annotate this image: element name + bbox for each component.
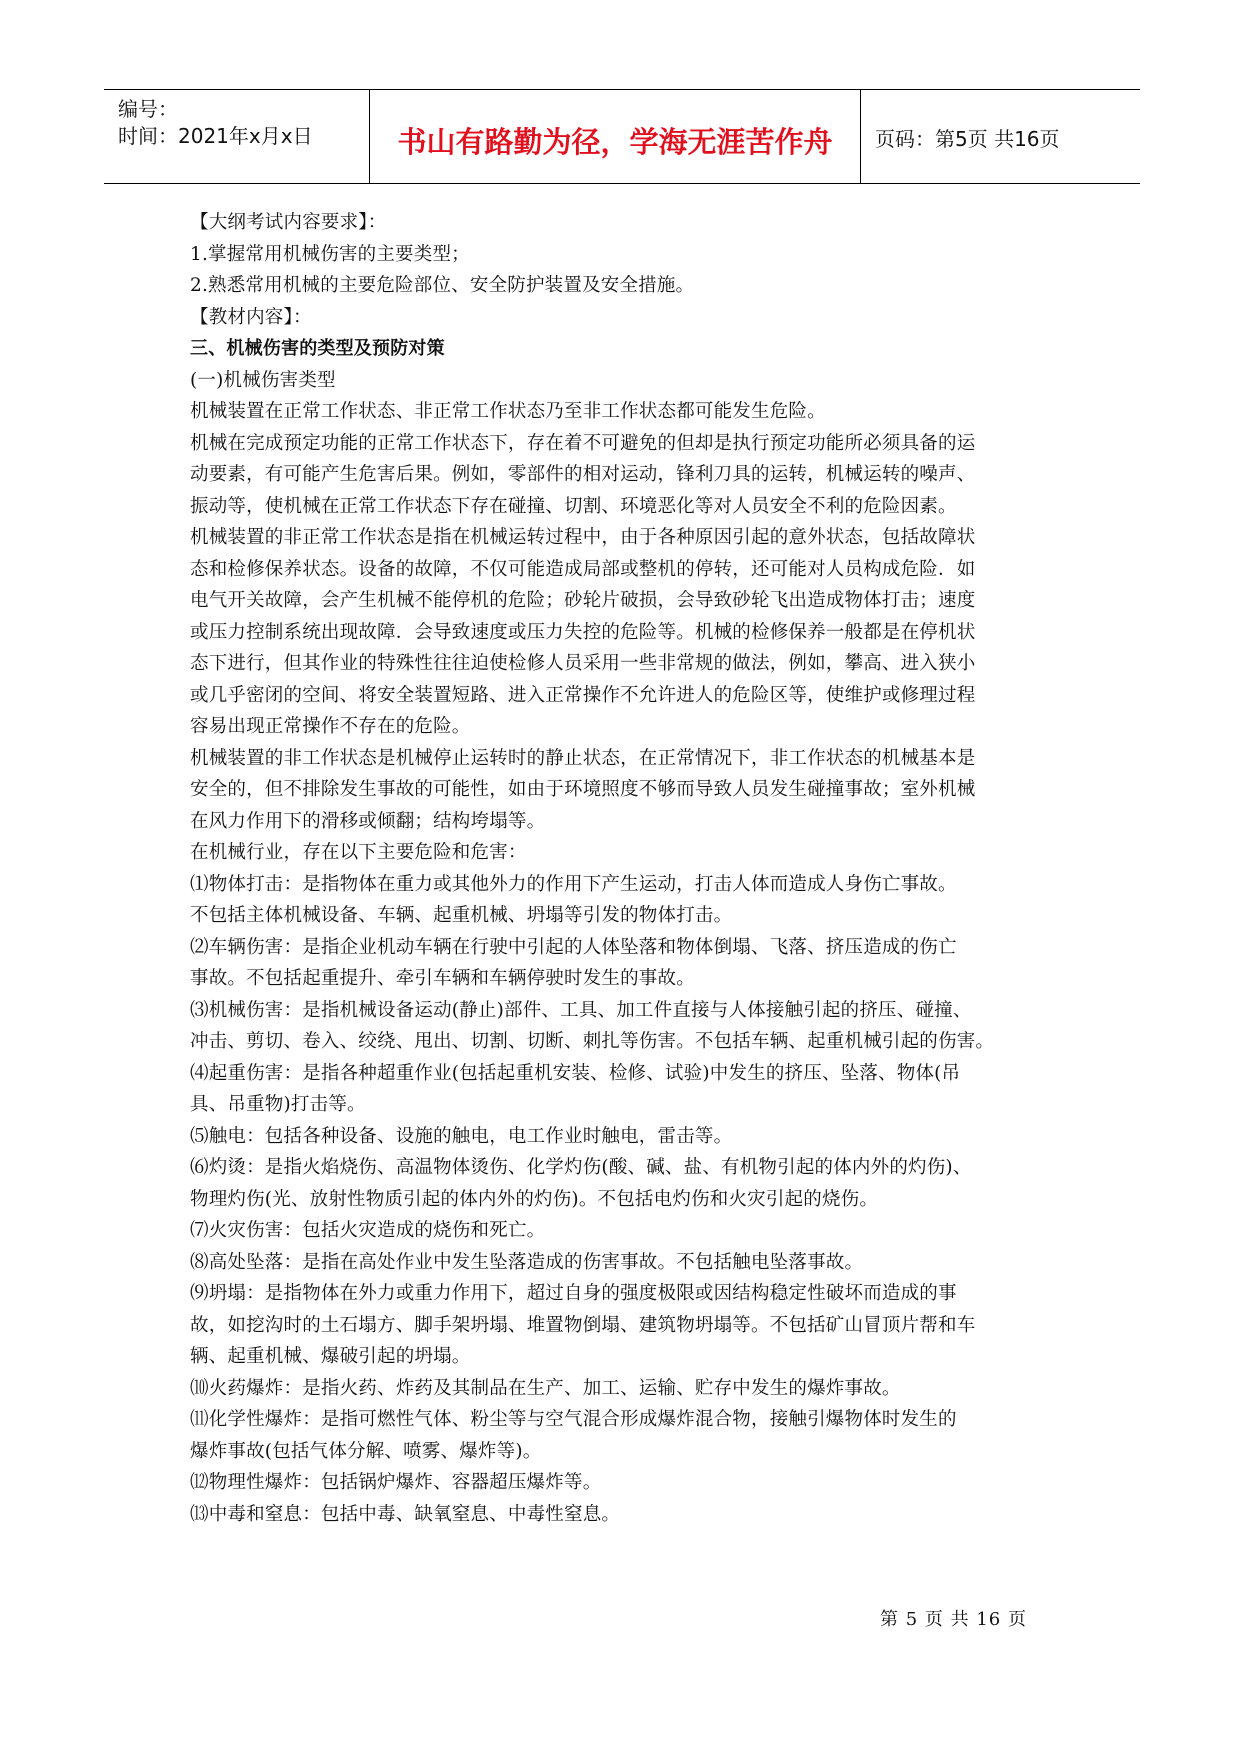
body-text-line: ⑽火药爆炸：是指火药、炸药及其制品在生产、加工、运输、贮存中发生的爆炸事故。 (190, 1377, 901, 1399)
body-text-line: 态下进行，但其作业的特殊性往往迫使检修人员采用一些非常规的做法，例如，攀高、进入狭小 (190, 653, 976, 674)
section-heading: 三、机械伤害的类型及预防对策 (190, 338, 445, 359)
header-page-number: 页码：第5页 共16页 (875, 127, 1060, 151)
body-text-line: 或压力控制系统出现故障．会导致速度或压力失控的危险等。机械的检修保养一般都是在停机状 (190, 621, 976, 643)
body-text-line: (一)机械伤害类型 (190, 369, 336, 391)
body-text-line: 具、吊重物)打击等。 (190, 1094, 366, 1115)
header-middle-cell (370, 90, 861, 183)
body-text-line: ⑻高处坠落：是指在高处作业中发生坠落造成的伤害事故。不包括触电坠落事故。 (190, 1251, 864, 1273)
body-text-line: ⑷起重伤害：是指各种超重作业(包括起重机安装、检修、试验)中发生的挤压、坠落、物体(吊 (190, 1062, 961, 1084)
body-text-line: ⑿物理性爆炸：包括锅炉爆炸、容器超压爆炸等。 (190, 1472, 602, 1493)
body-text-line: 机械装置的非正常工作状态是指在机械运转过程中，由于各种原因引起的意外状态，包括故障状 (190, 527, 976, 548)
body-text-line: 1.掌握常用机械伤害的主要类型； (190, 243, 470, 265)
page-header (104, 89, 1140, 184)
body-text-line: 动要素，有可能产生危害后果。例如，零部件的相对运动，锋利刀具的运转，机械运转的噪声、 (190, 464, 976, 485)
body-text-line: ⑺火灾伤害：包括火灾造成的烧伤和死亡。 (190, 1220, 546, 1241)
body-text-line: 振动等，使机械在正常工作状态下存在碰撞、切割、环境恶化等对人员安全不利的危险因素。 (190, 495, 957, 517)
body-text-line: 2.熟悉常用机械的主要危险部位、安全防护装置及安全措施。 (190, 275, 695, 296)
body-text-line: 【教材内容】： (190, 306, 312, 328)
document-time-label: 时间：2021年x月x日 (118, 124, 313, 148)
body-text-line: ⑹灼烫：是指火焰烧伤、高温物体烫伤、化学灼伤(酸、碱、盐、有机物引起的体内外的灼伤)、 (190, 1157, 972, 1178)
body-text-line: ⒀中毒和窒息：包括中毒、缺氧窒息、中毒性窒息。 (190, 1503, 621, 1525)
body-text-line: 故，如挖沟时的土石塌方、脚手架坍塌、堆置物倒塌、建筑物坍塌等。不包括矿山冒顶片帮和车 (190, 1314, 976, 1336)
body-text-line: 在风力作用下的滑移或倾翻；结构垮塌等。 (190, 810, 546, 832)
body-text-line: 物理灼伤(光、放射性物质引起的体内外的灼伤)。不包括电灼伤和火灾引起的烧伤。 (190, 1188, 879, 1210)
body-text-line: ⑵车辆伤害：是指企业机动车辆在行驶中引起的人体坠落和物体倒塌、飞落、挤压造成的伤亡 (190, 936, 957, 958)
body-text-line: 机械装置的非工作状态是机械停止运转时的静止状态，在正常情况下，非工作状态的机械基本是 (190, 747, 976, 769)
body-text-line: 不包括主体机械设备、车辆、起重机械、坍塌等引发的物体打击。 (190, 905, 733, 926)
body-text-line: ⑸触电：包括各种设备、设施的触电，电工作业时触电，雷击等。 (190, 1125, 733, 1147)
footer-page-number: 第 5 页 共 16 页 (880, 1609, 1027, 1630)
document-code-label: 编号： (118, 97, 178, 121)
body-text-line: 机械在完成预定功能的正常工作状态下，存在着不可避免的但却是执行预定功能所必须具备的运 (190, 432, 976, 454)
body-text-line: 【大纲考试内容要求】： (190, 212, 387, 233)
body-text-line: 安全的，但不排除发生事故的可能性，如由于环境照度不够而导致人员发生碰撞事故；室外机械 (190, 779, 976, 800)
body-text-line: 容易出现正常操作不存在的危险。 (190, 716, 471, 737)
body-text-line: ⑶机械伤害：是指机械设备运动(静止)部件、工具、加工件直接与人体接触引起的挤压、碰撞、 (190, 999, 972, 1021)
document-body (190, 207, 1070, 1530)
body-text-line: 或几乎密闭的空间、将安全装置短路、进入正常操作不允许进人的危险区等，使维护或修理过程 (190, 684, 976, 706)
body-text-line: 态和检修保养状态。设备的故障，不仅可能造成局部或整机的停转，还可能对人员构成危险．如 (190, 558, 976, 580)
body-text-line: 在机械行业，存在以下主要危险和危害： (190, 842, 527, 863)
header-motto: 书山有路勤为径，学海无涯苦作舟 (397, 125, 833, 159)
body-text-line: 辆、起重机械、爆破引起的坍塌。 (190, 1346, 471, 1367)
body-text-line: 机械装置在正常工作状态、非正常工作状态乃至非工作状态都可能发生危险。 (190, 401, 826, 422)
body-text-line: ⑾化学性爆炸：是指可燃性气体、粉尘等与空气混合形成爆炸混合物，接触引爆物体时发生的 (190, 1409, 957, 1430)
body-text-line: 事故。不包括起重提升、牵引车辆和车辆停驶时发生的事故。 (190, 968, 695, 989)
body-text-line: ⑼坍塌：是指物体在外力或重力作用下，超过自身的强度极限或因结构稳定性破坏而造成的事 (190, 1283, 957, 1304)
body-text-line: 电气开关故障，会产生机械不能停机的危险；砂轮片破损，会导致砂轮飞出造成物体打击；速度 (190, 590, 976, 611)
body-text-line: 爆炸事故(包括气体分解、喷雾、爆炸等)。 (190, 1440, 542, 1462)
body-text-line: ⑴物体打击：是指物体在重力或其他外力的作用下产生运动，打击人体而造成人身伤亡事故。 (190, 873, 957, 895)
body-text-line: 冲击、剪切、卷入、绞绕、甩出、切割、切断、刺扎等伤害。不包括车辆、起重机械引起的伤害。 (190, 1031, 995, 1052)
header-left-cell (104, 90, 370, 183)
header-right-cell (861, 90, 1140, 183)
